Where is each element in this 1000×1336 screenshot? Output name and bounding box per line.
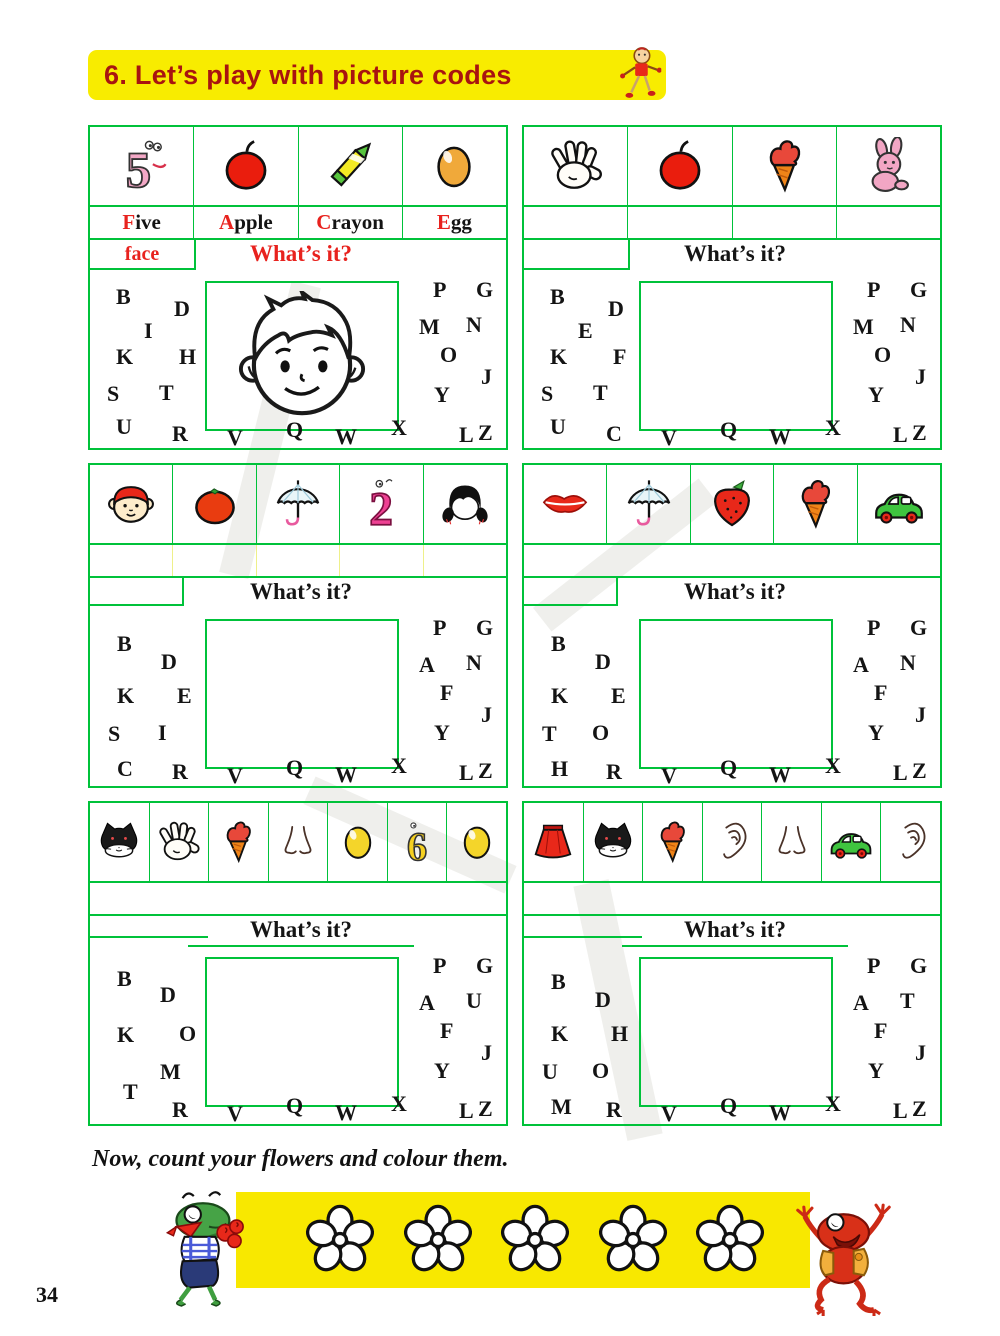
word-row xyxy=(524,883,940,916)
word-row xyxy=(90,545,506,578)
scatter-letter: Z xyxy=(912,1096,927,1121)
nose-icon xyxy=(769,819,815,865)
apple-icon xyxy=(651,137,709,195)
scatter-letter: J xyxy=(915,364,926,389)
orange-icon xyxy=(188,477,242,531)
picture-row xyxy=(524,803,940,883)
lips-icon xyxy=(538,477,592,531)
scatter-letter: X xyxy=(825,415,841,440)
picture-cell xyxy=(209,803,269,881)
scatter-letter: J xyxy=(481,1040,492,1065)
scatter-letter: R xyxy=(606,1097,622,1122)
word-cell xyxy=(299,207,403,238)
scatter-letter: U xyxy=(466,988,482,1013)
cat-icon xyxy=(96,819,142,865)
scatter-letter: L xyxy=(893,1098,908,1123)
icecream-icon xyxy=(788,477,842,531)
scatter-letter: P xyxy=(433,953,447,978)
scatter-letter: I xyxy=(158,720,167,745)
scatter-letter: C xyxy=(606,421,622,446)
two-icon xyxy=(354,477,408,531)
scatter-letter: W xyxy=(769,424,791,449)
scatter-letter: Y xyxy=(434,382,450,407)
flower-icon xyxy=(302,1202,378,1278)
scatter-letter: A xyxy=(853,990,869,1015)
scatter-letter: E xyxy=(578,318,593,343)
scatter-letter: X xyxy=(825,1091,841,1116)
word-rest: rayon xyxy=(331,210,384,234)
scatter-letter: K xyxy=(550,344,568,369)
scatter-letter: Q xyxy=(720,1093,738,1118)
picture-row xyxy=(524,127,940,207)
scatter-letter: X xyxy=(825,753,841,778)
scatter-letter: N xyxy=(900,650,916,675)
scatter-letter: C xyxy=(117,756,133,781)
word-row xyxy=(524,545,940,578)
picture-cell xyxy=(524,803,584,881)
scatter-letter: K xyxy=(116,344,134,369)
scatter-letter: T xyxy=(900,988,915,1013)
scatter-letter: I xyxy=(144,318,153,343)
picture-cell xyxy=(194,127,298,205)
car-icon xyxy=(872,477,926,531)
scatter-letter: V xyxy=(661,763,677,788)
whats-it-prompt: What’s it? xyxy=(683,241,786,266)
scatter-letter: E xyxy=(177,683,192,708)
puzzle-box-5 xyxy=(88,801,508,1126)
scatter-letter: L xyxy=(893,422,908,447)
scatter-letter: T xyxy=(593,380,608,405)
scatter-letter: A xyxy=(419,990,435,1015)
word-cell xyxy=(733,207,837,238)
scatter-letter: K xyxy=(551,683,569,708)
word-rest: gg xyxy=(450,210,472,234)
scatter-letter: Z xyxy=(912,758,927,783)
word-cell xyxy=(524,207,628,238)
word-rest: ive xyxy=(135,210,161,234)
answer-cell xyxy=(524,240,630,270)
footer-instruction: Now, count your flowers and colour them. xyxy=(92,1146,509,1172)
scatter-letter: M xyxy=(853,314,874,339)
puzzle-box-1 xyxy=(88,125,508,450)
answer-cell xyxy=(90,578,184,606)
scatter-letter: F xyxy=(440,680,454,705)
word-cell xyxy=(340,545,423,576)
scatter-letter: F xyxy=(440,1018,454,1043)
scatter-letter: Y xyxy=(434,1058,450,1083)
scatter-letter: H xyxy=(551,756,569,781)
six-icon xyxy=(394,819,440,865)
page-number: 34 xyxy=(36,1282,58,1307)
scatter-letter: B xyxy=(551,631,566,656)
page-title: 6. Let’s play with picture codes xyxy=(104,60,512,90)
scatter-letter: W xyxy=(335,424,357,449)
word-row xyxy=(524,207,940,240)
scatter-letter: P xyxy=(867,953,881,978)
strawberry-icon xyxy=(705,477,759,531)
scatter-letter: O xyxy=(592,720,610,745)
picture-cell xyxy=(424,465,506,543)
puzzle-main-area xyxy=(524,578,940,788)
umbrella-icon xyxy=(271,477,325,531)
boy-face-drawing xyxy=(217,291,387,421)
picture-cell xyxy=(607,465,690,543)
picture-row xyxy=(90,803,506,883)
icecream-icon xyxy=(649,819,695,865)
scatter-letter: R xyxy=(172,421,188,446)
scatter-letter: W xyxy=(335,1100,357,1125)
picture-cell xyxy=(90,127,194,205)
word-cell xyxy=(173,545,256,576)
word-cell xyxy=(524,545,940,576)
picture-row xyxy=(90,127,506,207)
egg-yellow-icon xyxy=(335,819,381,865)
answer-cell xyxy=(90,240,196,270)
scatter-letter: Z xyxy=(478,758,493,783)
picture-cell xyxy=(340,465,423,543)
scatter-letter: G xyxy=(910,615,928,640)
whats-it-prompt: What’s it? xyxy=(249,579,352,604)
scatter-letter: E xyxy=(611,683,626,708)
scatter-letter: H xyxy=(611,1021,629,1046)
scatter-letter: P xyxy=(433,615,447,640)
scatter-letter: N xyxy=(466,650,482,675)
scatter-letter: J xyxy=(915,702,926,727)
scatter-letter: L xyxy=(459,760,474,785)
scatter-letter: G xyxy=(476,615,494,640)
rabbit-icon xyxy=(859,137,917,195)
scatter-letter: M xyxy=(419,314,440,339)
scatter-letter: D xyxy=(174,296,190,321)
drawing-box xyxy=(639,619,833,769)
picture-cell xyxy=(524,127,628,205)
scatter-letter: T xyxy=(159,380,174,405)
scatter-letter: D xyxy=(595,987,611,1012)
picture-cell xyxy=(691,465,774,543)
picture-cell xyxy=(643,803,703,881)
puzzle-main-area xyxy=(524,916,940,1126)
word-cell xyxy=(90,883,506,914)
crayon-icon xyxy=(321,137,379,195)
picture-cell xyxy=(837,127,940,205)
word-initial: A xyxy=(219,210,235,234)
picture-cell xyxy=(524,465,607,543)
puzzle-main-area xyxy=(90,578,506,788)
scatter-letter: B xyxy=(116,284,131,309)
hand-icon xyxy=(547,137,605,195)
picture-cell xyxy=(173,465,256,543)
scatter-letter: V xyxy=(227,425,243,450)
ear-icon xyxy=(709,819,755,865)
picture-cell xyxy=(733,127,837,205)
word-cell xyxy=(628,207,732,238)
scatter-letter: Q xyxy=(720,417,738,442)
cat-icon xyxy=(590,819,636,865)
whats-it-prompt: What’s it? xyxy=(188,917,414,947)
flower-icon xyxy=(497,1202,573,1278)
monkey-icon xyxy=(104,477,158,531)
scatter-letter: F xyxy=(874,1018,888,1043)
scatter-letter: Y xyxy=(868,720,884,745)
drawing-box xyxy=(639,957,833,1107)
puzzle-box-6 xyxy=(522,801,942,1126)
scatter-letter: D xyxy=(160,982,176,1007)
picture-cell xyxy=(628,127,732,205)
word-cell xyxy=(90,207,194,238)
scatter-letter: Y xyxy=(434,720,450,745)
picture-cell xyxy=(328,803,388,881)
picture-cell xyxy=(881,803,940,881)
five-icon xyxy=(113,137,171,195)
word-initial: C xyxy=(316,210,332,234)
flower-band xyxy=(236,1192,810,1288)
drawing-box xyxy=(205,281,399,431)
scatter-letter: B xyxy=(550,284,565,309)
icecream-icon xyxy=(755,137,813,195)
hand-icon xyxy=(156,819,202,865)
scatter-letter: Y xyxy=(868,382,884,407)
scatter-letter: K xyxy=(117,683,135,708)
picture-cell xyxy=(703,803,763,881)
whats-it-prompt: What’s it? xyxy=(622,917,848,947)
scatter-letter: G xyxy=(476,953,494,978)
word-rest: pple xyxy=(234,210,273,234)
scatter-letter: G xyxy=(910,277,928,302)
scatter-letter: L xyxy=(893,760,908,785)
picture-cell xyxy=(299,127,403,205)
word-row xyxy=(90,883,506,916)
scatter-letter: J xyxy=(915,1040,926,1065)
scatter-letter: A xyxy=(419,652,435,677)
answer-label: face xyxy=(124,242,160,265)
scatter-letter: P xyxy=(867,615,881,640)
apple-icon xyxy=(217,137,275,195)
scatter-letter: P xyxy=(867,277,881,302)
word-cell xyxy=(837,207,940,238)
picture-cell xyxy=(90,465,173,543)
picture-cell xyxy=(584,803,644,881)
scatter-letter: B xyxy=(551,969,566,994)
frog-red-icon xyxy=(790,1198,898,1318)
scatter-letter: R xyxy=(172,1097,188,1122)
scatter-letter: Q xyxy=(720,755,738,780)
picture-cell xyxy=(774,465,857,543)
flower-icon xyxy=(595,1202,671,1278)
scatter-letter: W xyxy=(769,1100,791,1125)
picture-cell xyxy=(269,803,329,881)
scatter-letter: T xyxy=(123,1079,138,1104)
scatter-letter: V xyxy=(227,1101,243,1126)
stickman-icon xyxy=(618,46,662,106)
scatter-letter: K xyxy=(117,1022,135,1047)
scatter-letter: K xyxy=(551,1021,569,1046)
word-cell xyxy=(524,883,940,914)
icecream-icon xyxy=(215,819,261,865)
drawing-box xyxy=(205,619,399,769)
drawing-box xyxy=(205,957,399,1107)
scatter-letter: X xyxy=(391,1091,407,1116)
picture-cell xyxy=(150,803,210,881)
scatter-letter: Y xyxy=(868,1058,884,1083)
picture-row xyxy=(524,465,940,545)
scatter-letter: U xyxy=(116,414,132,439)
scatter-letter: O xyxy=(179,1021,197,1046)
puzzle-box-3 xyxy=(88,463,508,788)
scatter-letter: D xyxy=(161,649,177,674)
scatter-letter: S xyxy=(541,381,554,406)
picture-row xyxy=(90,465,506,545)
girl-icon xyxy=(438,477,492,531)
scatter-letter: S xyxy=(108,721,121,746)
scatter-letter: M xyxy=(551,1094,572,1119)
picture-cell xyxy=(447,803,506,881)
puzzle-main-area xyxy=(524,240,940,450)
scatter-letter: R xyxy=(606,759,622,784)
puzzle-boxes-grid xyxy=(88,125,942,1126)
scatter-letter: L xyxy=(459,422,474,447)
scatter-letter: Z xyxy=(478,1096,493,1121)
scatter-letter: L xyxy=(459,1098,474,1123)
word-row xyxy=(90,207,506,240)
scatter-letter: W xyxy=(335,762,357,787)
scatter-letter: J xyxy=(481,702,492,727)
egg-yellow-icon xyxy=(454,819,500,865)
picture-cell xyxy=(388,803,448,881)
word-cell xyxy=(403,207,506,238)
scatter-letter: V xyxy=(661,425,677,450)
scatter-letter: J xyxy=(481,364,492,389)
word-cell xyxy=(257,545,340,576)
answer-cell xyxy=(524,578,618,606)
scatter-letter: G xyxy=(476,277,494,302)
word-initial: F xyxy=(122,210,136,234)
car-icon xyxy=(828,819,874,865)
scatter-letter: O xyxy=(592,1058,610,1083)
puzzle-main-area xyxy=(90,240,506,450)
scatter-letter: F xyxy=(613,344,627,369)
picture-cell xyxy=(822,803,882,881)
scatter-letter: D xyxy=(608,296,624,321)
scatter-letter: X xyxy=(391,415,407,440)
picture-cell xyxy=(257,465,340,543)
puzzle-main-area xyxy=(90,916,506,1126)
word-initial: E xyxy=(436,210,451,234)
scatter-letter: A xyxy=(853,652,869,677)
scatter-letter: X xyxy=(391,753,407,778)
picture-cell xyxy=(762,803,822,881)
scatter-letter: T xyxy=(542,721,557,746)
word-cell xyxy=(424,545,506,576)
scatter-letter: Z xyxy=(478,420,493,445)
scatter-letter: F xyxy=(874,680,888,705)
scatter-letter: Z xyxy=(912,420,927,445)
egg-icon xyxy=(425,137,483,195)
scatter-letter: P xyxy=(433,277,447,302)
scatter-letter: D xyxy=(595,649,611,674)
scatter-letter: V xyxy=(227,763,243,788)
title-banner xyxy=(88,50,666,100)
umbrella-icon xyxy=(622,477,676,531)
scatter-letter: Q xyxy=(286,417,304,442)
flower-icon xyxy=(692,1202,768,1278)
frog-green-icon xyxy=(156,1188,258,1308)
scatter-letter: Q xyxy=(286,755,304,780)
scatter-letter: G xyxy=(910,953,928,978)
flower-icon xyxy=(400,1202,476,1278)
scatter-letter: O xyxy=(440,342,458,367)
scatter-letter: N xyxy=(900,312,916,337)
scatter-letter: W xyxy=(769,762,791,787)
puzzle-box-4 xyxy=(522,463,942,788)
scatter-letter: M xyxy=(160,1059,181,1084)
puzzle-box-2 xyxy=(522,125,942,450)
scatter-letter: R xyxy=(172,759,188,784)
skirt-icon xyxy=(530,819,576,865)
scatter-letter: N xyxy=(466,312,482,337)
scatter-letter: H xyxy=(179,344,197,369)
scatter-letter: U xyxy=(550,414,566,439)
picture-cell xyxy=(858,465,940,543)
drawing-box xyxy=(639,281,833,431)
scatter-letter: Q xyxy=(286,1093,304,1118)
word-cell xyxy=(90,545,173,576)
scatter-letter: V xyxy=(661,1101,677,1126)
whats-it-prompt: What’s it? xyxy=(249,241,352,266)
scatter-letter: S xyxy=(107,381,120,406)
whats-it-prompt: What’s it? xyxy=(683,579,786,604)
scatter-letter: O xyxy=(874,342,892,367)
scatter-letter: U xyxy=(542,1059,558,1084)
picture-cell xyxy=(403,127,506,205)
picture-cell xyxy=(90,803,150,881)
scatter-letter: B xyxy=(117,631,132,656)
ear-icon xyxy=(888,819,934,865)
scatter-letter: B xyxy=(117,966,132,991)
word-cell xyxy=(194,207,298,238)
nose-icon xyxy=(275,819,321,865)
